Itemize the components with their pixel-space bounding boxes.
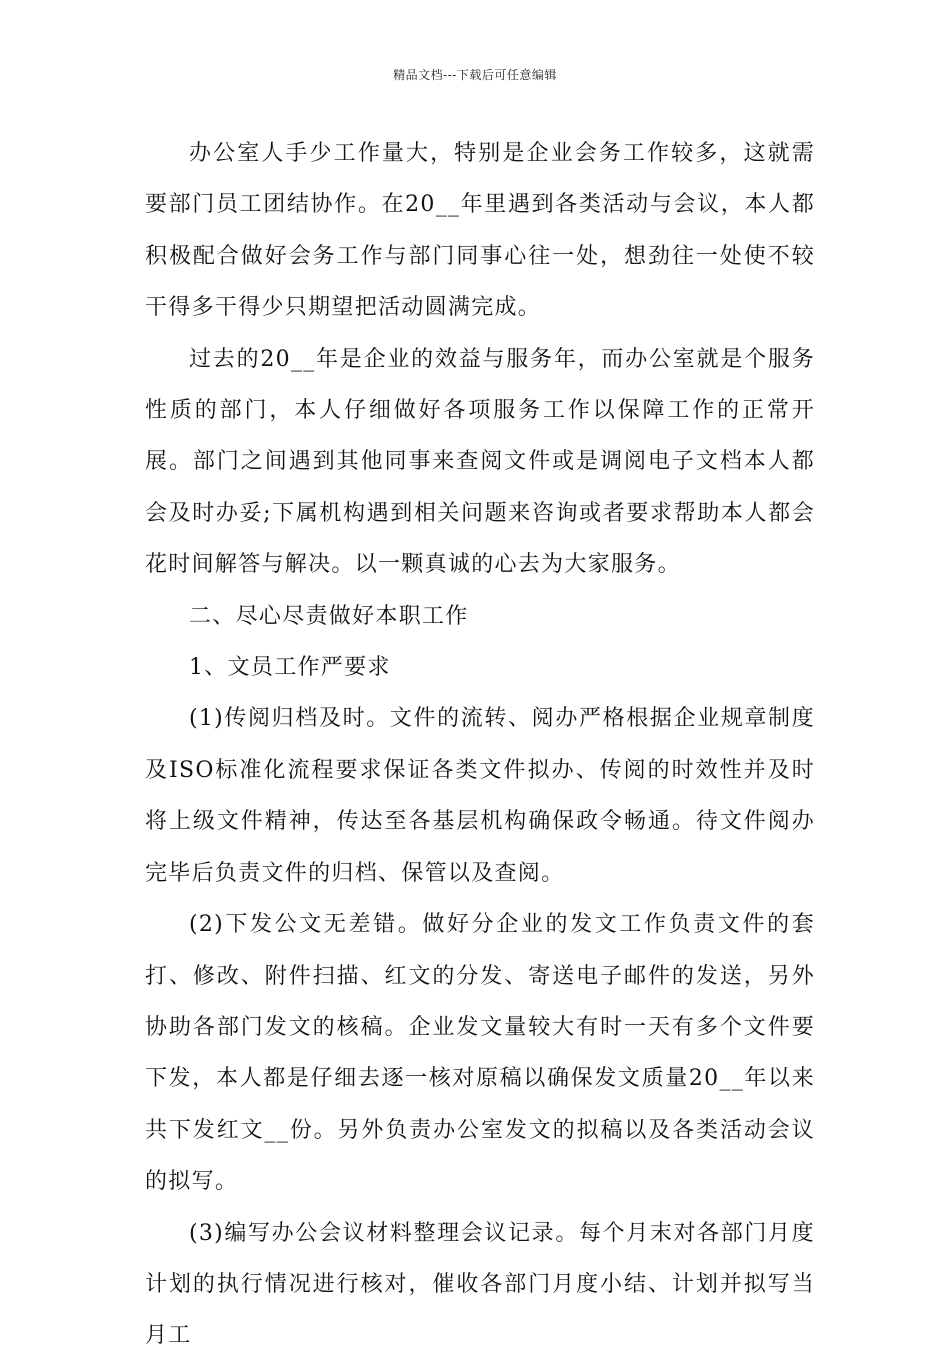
section-heading: 二、尽心尽责做好本职工作 (189, 603, 469, 629)
document-body (145, 128, 815, 1362)
paragraph: 办公室人手少工作量大，特别是企业会务工作较多，这就需要部门员工团结协作。在20__年里遇到各类活动与会议，本人都积极配合做好会务工作与部门同事心往一处，想劲往一处使不较干得多干得少只期望把活动圆满完成。 (145, 141, 815, 321)
paragraph: (2)下发公文无差错。做好分企业的发文工作负责文件的套打、修改、附件扫描、红文的分发、寄送电子邮件的发送，另外协助各部门发文的核稿。企业发文量较大有时一天有多个文件要下发，本人都是仔细去逐一核对原稿以确保发文质量20__年以来共下发红文__份。另外负责办公室发文的拟稿以及各类活动会议的拟写。 (145, 912, 815, 1195)
subsection-heading: 1、文员工作严要求 (189, 655, 391, 681)
page-header: 精品文档---下载后可任意编辑 (393, 68, 557, 82)
paragraph: 过去的20__年是企业的效益与服务年，而办公室就是个服务性质的部门，本人仔细做好各项服务工作以保障工作的正常开展。部门之间遇到其他同事来查阅文件或是调阅电子文档本人都会及时办妥;下属机构遇到相关问题来咨询或者要求帮助本人都会花时间解答与解决。以一颗真诚的心去为大家服务。 (145, 346, 815, 578)
paragraph: (3)编写办公会议材料整理会议记录。每个月末对各部门月度计划的执行情况进行核对，催收各部门月度小结、计划并拟写当月工 (145, 1220, 815, 1349)
paragraph: (1)传阅归档及时。文件的流转、阅办严格根据企业规章制度及ISO标准化流程要求保证各类文件拟办、传阅的时效性并及时将上级文件精神，传达至各基层机构确保政令畅通。待文件阅办完毕后负责文件的归档、保管以及查阅。 (145, 706, 815, 886)
